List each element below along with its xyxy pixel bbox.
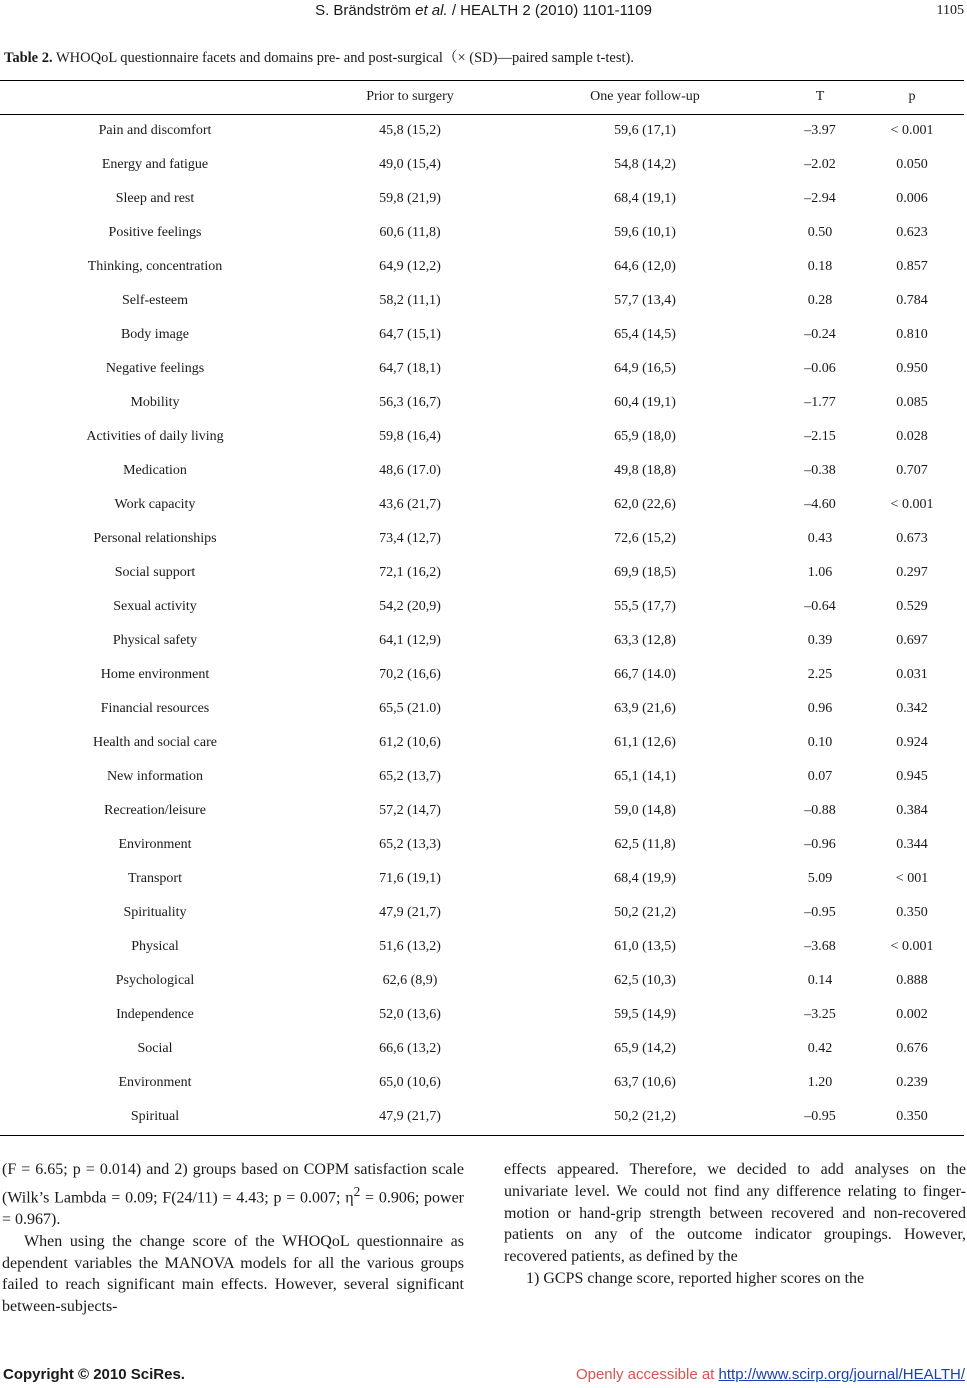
cell-followup: 55,5 (17,7) (614, 599, 676, 614)
cell-prior: 51,6 (13,2) (379, 939, 441, 954)
cell-t: –0.95 (804, 1109, 836, 1124)
cell-followup: 63,7 (10,6) (614, 1075, 676, 1090)
cell-facet: Medication (123, 463, 187, 478)
cell-followup: 59,0 (14,8) (614, 803, 676, 818)
cell-followup: 57,7 (13,4) (614, 293, 676, 308)
cell-p: 0.006 (896, 191, 928, 206)
cell-facet: Transport (128, 871, 182, 886)
cell-p: 0.784 (896, 293, 928, 308)
cell-facet: Psychological (115, 973, 195, 988)
cell-t: –2.15 (804, 429, 836, 444)
cell-t: –3.97 (804, 123, 836, 138)
cell-facet: Social support (114, 565, 196, 580)
cell-p: 0.239 (896, 1075, 928, 1090)
cell-prior: 49,0 (15,4) (379, 157, 441, 172)
cell-p: 0.342 (896, 701, 928, 716)
cell-prior: 65,0 (10,6) (379, 1075, 441, 1090)
table-row (0, 692, 964, 726)
cell-p: 0.028 (896, 429, 928, 444)
cell-t: –0.95 (804, 905, 836, 920)
table-body (0, 114, 964, 1134)
table-header-row (0, 80, 964, 114)
cell-prior: 43,6 (21,7) (379, 497, 441, 512)
cell-facet: Spiritual (130, 1109, 180, 1124)
cell-facet: Negative feelings (105, 361, 205, 376)
table-row (0, 998, 964, 1032)
cell-p: 0.002 (896, 1007, 928, 1022)
cell-followup: 63,3 (12,8) (614, 633, 676, 648)
running-head (0, 2, 967, 22)
cell-p: < 0.001 (890, 497, 934, 512)
table-row (0, 352, 964, 386)
table-row (0, 522, 964, 556)
left-p1-text-end: = 0.906; power = 0.967). (2, 1189, 465, 1228)
cell-facet: Health and social care (93, 735, 217, 750)
cell-facet: Thinking, concentration (87, 259, 223, 274)
cell-prior: 52,0 (13,6) (379, 1007, 441, 1022)
cell-p: 0.697 (896, 633, 928, 648)
cell-followup: 65,4 (14,5) (614, 327, 676, 342)
cell-followup: 65,1 (14,1) (614, 769, 676, 784)
cell-p: 0.676 (896, 1041, 928, 1056)
cell-prior: 72,1 (16,2) (379, 565, 441, 580)
cell-prior: 66,6 (13,2) (379, 1041, 441, 1056)
table-bottom-rule (0, 1135, 964, 1136)
cell-prior: 70,2 (16,6) (379, 667, 441, 682)
cell-t: 5.09 (807, 871, 833, 886)
cell-prior: 59,8 (16,4) (379, 429, 441, 444)
table-row (0, 1066, 964, 1100)
cell-p: 0.810 (896, 327, 928, 342)
table-caption-text: WHOQoL questionnaire facets and domains pre- and post-surgical（× (SD)—paired sample t-test). (56, 50, 634, 66)
table-caption (4, 46, 634, 67)
body-column-left (2, 1159, 464, 1318)
cell-t: –3.25 (804, 1007, 836, 1022)
copyright-notice: Copyright © 2010 SciRes. (3, 1366, 185, 1383)
table-caption-label: Table 2. (4, 50, 53, 66)
cell-facet: Work capacity (114, 497, 196, 512)
cell-followup: 62,5 (11,8) (614, 837, 676, 852)
cell-t: –0.64 (804, 599, 836, 614)
cell-facet: Personal relationships (93, 531, 217, 546)
cell-followup: 61,1 (12,6) (614, 735, 676, 750)
cell-t: –4.60 (804, 497, 836, 512)
right-paragraph-2: 1) GCPS change score, reported higher scores on the (526, 1269, 865, 1287)
cell-facet: Social (137, 1041, 173, 1056)
cell-t: 0.10 (807, 735, 833, 750)
table-row (0, 454, 964, 488)
table-row (0, 420, 964, 454)
cell-t: 0.96 (807, 701, 833, 716)
cell-p: < 0.001 (890, 123, 934, 138)
page-number: 1105 (936, 3, 964, 18)
cell-p: 0.384 (896, 803, 928, 818)
cell-prior: 57,2 (14,7) (379, 803, 441, 818)
cell-p: 0.945 (896, 769, 928, 784)
table-row (0, 250, 964, 284)
table-row (0, 284, 964, 318)
cell-facet: Mobility (130, 395, 180, 410)
cell-t: 0.28 (807, 293, 833, 308)
cell-facet: Sleep and rest (115, 191, 195, 206)
table-row (0, 658, 964, 692)
table-row (0, 964, 964, 998)
header-followup: One year follow-up (590, 89, 700, 104)
cell-facet: Sexual activity (113, 599, 197, 614)
cell-p: 0.297 (896, 565, 928, 580)
left-p1-superscript: 2 (353, 1183, 361, 1199)
cell-followup: 50,2 (21,2) (614, 1109, 676, 1124)
cell-prior: 65,2 (13,3) (379, 837, 441, 852)
cell-followup: 60,4 (19,1) (614, 395, 676, 410)
table-row (0, 726, 964, 760)
cell-facet: Energy and fatigue (101, 157, 209, 172)
cell-prior: 48,6 (17.0) (379, 463, 441, 478)
cell-t: –2.02 (804, 157, 836, 172)
header-prior: Prior to surgery (366, 89, 454, 104)
table-row (0, 760, 964, 794)
cell-t: –2.94 (804, 191, 836, 206)
cell-t: 1.06 (807, 565, 833, 580)
cell-t: 0.50 (807, 225, 833, 240)
cell-t: –1.77 (804, 395, 836, 410)
header-p: p (908, 89, 916, 104)
cell-p: 0.350 (896, 1109, 928, 1124)
cell-prior: 58,2 (11,1) (379, 293, 441, 308)
cell-prior: 61,2 (10,6) (379, 735, 441, 750)
cell-followup: 68,4 (19,1) (614, 191, 676, 206)
cell-t: 2.25 (807, 667, 833, 682)
cell-p: 0.350 (896, 905, 928, 920)
page-footer (0, 1366, 967, 1386)
cell-followup: 69,9 (18,5) (614, 565, 676, 580)
cell-prior: 65,5 (21.0) (379, 701, 441, 716)
table-row (0, 488, 964, 522)
cell-prior: 64,1 (12,9) (379, 633, 441, 648)
table-row (0, 318, 964, 352)
cell-followup: 66,7 (14.0) (614, 667, 676, 682)
cell-facet: Pain and discomfort (98, 123, 212, 138)
cell-t: 0.14 (807, 973, 833, 988)
cell-facet: New information (106, 769, 204, 784)
left-paragraph-2: When using the change score of the WHOQoL questionnaire as dependent variables the MANOVA models for all the various groups failed to reach significant main effects. However, several significant between-subjects- (2, 1232, 464, 1316)
cell-p: 0.085 (896, 395, 928, 410)
cell-t: –0.06 (804, 361, 836, 376)
cell-p: 0.344 (896, 837, 928, 852)
cell-prior: 60,6 (11,8) (379, 225, 441, 240)
journal-link[interactable]: http://www.scirp.org/journal/HEALTH/ (718, 1366, 965, 1383)
open-access-text: Openly accessible at (575, 1366, 719, 1383)
cell-p: 0.673 (896, 531, 928, 546)
cell-followup: 64,6 (12,0) (614, 259, 676, 274)
running-head-title (0, 2, 967, 19)
cell-facet: Positive feelings (108, 225, 202, 240)
cell-followup: 59,6 (10,1) (614, 225, 676, 240)
cell-p: < 0.001 (890, 939, 934, 954)
left-paragraph-1 (2, 1159, 464, 1231)
cell-prior: 56,3 (16,7) (379, 395, 441, 410)
cell-prior: 45,8 (15,2) (379, 123, 441, 138)
running-head-authors: S. Brändström (315, 2, 411, 19)
cell-t: –0.96 (804, 837, 836, 852)
table-row (0, 216, 964, 250)
cell-facet: Environment (118, 1075, 192, 1090)
cell-t: 0.18 (807, 259, 833, 274)
cell-t: –0.88 (804, 803, 836, 818)
table-row (0, 386, 964, 420)
header-t: T (815, 89, 825, 104)
cell-p: 0.031 (896, 667, 928, 682)
cell-followup: 59,6 (17,1) (614, 123, 676, 138)
cell-followup: 50,2 (21,2) (614, 905, 676, 920)
cell-t: 0.43 (807, 531, 833, 546)
cell-t: –0.38 (804, 463, 836, 478)
cell-followup: 62,5 (10,3) (614, 973, 676, 988)
cell-followup: 59,5 (14,9) (614, 1007, 676, 1022)
cell-prior: 64,7 (15,1) (379, 327, 441, 342)
cell-prior: 47,9 (21,7) (379, 1109, 441, 1124)
cell-facet: Environment (118, 837, 192, 852)
cell-p: 0.888 (896, 973, 928, 988)
table-row (0, 862, 964, 896)
cell-t: 1.20 (807, 1075, 833, 1090)
running-head-journal: / HEALTH 2 (2010) 1101-1109 (451, 2, 652, 19)
cell-prior: 64,9 (12,2) (379, 259, 441, 274)
cell-p: 0.707 (896, 463, 928, 478)
cell-followup: 62,0 (22,6) (614, 497, 676, 512)
cell-facet: Body image (120, 327, 190, 342)
cell-facet: Financial resources (100, 701, 210, 716)
cell-t: 0.42 (807, 1041, 833, 1056)
cell-followup: 49,8 (18,8) (614, 463, 676, 478)
table-row (0, 624, 964, 658)
cell-prior: 73,4 (12,7) (379, 531, 441, 546)
cell-prior: 47,9 (21,7) (379, 905, 441, 920)
table-row (0, 590, 964, 624)
cell-prior: 54,2 (20,9) (379, 599, 441, 614)
cell-facet: Home environment (100, 667, 210, 682)
cell-p: 0.924 (896, 735, 928, 750)
right-paragraph-1: effects appeared. Therefore, we decided to add analyses on the univariate level. We could not find any difference relating to finger-motion or hand-grip strength between recovered and non-recovered patients on any of the outcome indicator groupings. However, recovered patients, as defined by the (504, 1161, 966, 1266)
cell-p: 0.950 (896, 361, 928, 376)
cell-facet: Self-esteem (121, 293, 189, 308)
cell-p: 0.050 (896, 157, 928, 172)
cell-prior: 59,8 (21,9) (379, 191, 441, 206)
cell-t: –3.68 (804, 939, 836, 954)
table-row (0, 1032, 964, 1066)
cell-followup: 68,4 (19,9) (614, 871, 676, 886)
cell-followup: 65,9 (18,0) (614, 429, 676, 444)
cell-followup: 64,9 (16,5) (614, 361, 676, 376)
cell-t: –0.24 (804, 327, 836, 342)
table-row (0, 1100, 964, 1134)
open-access-notice (576, 1366, 965, 1383)
cell-p: 0.623 (896, 225, 928, 240)
cell-followup: 61,0 (13,5) (614, 939, 676, 954)
cell-facet: Physical safety (112, 633, 198, 648)
cell-prior: 65,2 (13,7) (379, 769, 441, 784)
table-row (0, 556, 964, 590)
cell-t: 0.07 (807, 769, 833, 784)
cell-facet: Physical (131, 939, 179, 954)
cell-p: 0.529 (896, 599, 928, 614)
table-row (0, 930, 964, 964)
cell-prior: 62,6 (8,9) (382, 973, 438, 988)
cell-facet: Activities of daily living (86, 429, 224, 444)
cell-p: 0.857 (896, 259, 928, 274)
table-row (0, 182, 964, 216)
table-row (0, 896, 964, 930)
header-facet (0, 80, 310, 114)
cell-followup: 54,8 (14,2) (614, 157, 676, 172)
table-row (0, 794, 964, 828)
cell-facet: Independence (116, 1007, 194, 1022)
cell-facet: Spirituality (123, 905, 187, 920)
cell-followup: 72,6 (15,2) (614, 531, 676, 546)
running-head-etal: et al. (415, 2, 448, 19)
left-p1-text: (F = 6.65; p = 0.014) and 2) groups based on COPM satisfaction scale (Wilk’s Lambda = 0.09; F(24/11) = 4.43; p = 0.007; η (2, 1161, 464, 1207)
body-column-right (504, 1159, 966, 1290)
table-row (0, 148, 964, 182)
cell-t: 0.39 (807, 633, 833, 648)
cell-p: < 001 (895, 871, 929, 886)
table-row (0, 828, 964, 862)
whoqol-table (0, 80, 964, 1134)
cell-prior: 64,7 (18,1) (379, 361, 441, 376)
cell-facet: Recreation/leisure (104, 803, 206, 818)
cell-followup: 65,9 (14,2) (614, 1041, 676, 1056)
cell-followup: 63,9 (21,6) (614, 701, 676, 716)
table-row (0, 114, 964, 148)
cell-prior: 71,6 (19,1) (379, 871, 441, 886)
